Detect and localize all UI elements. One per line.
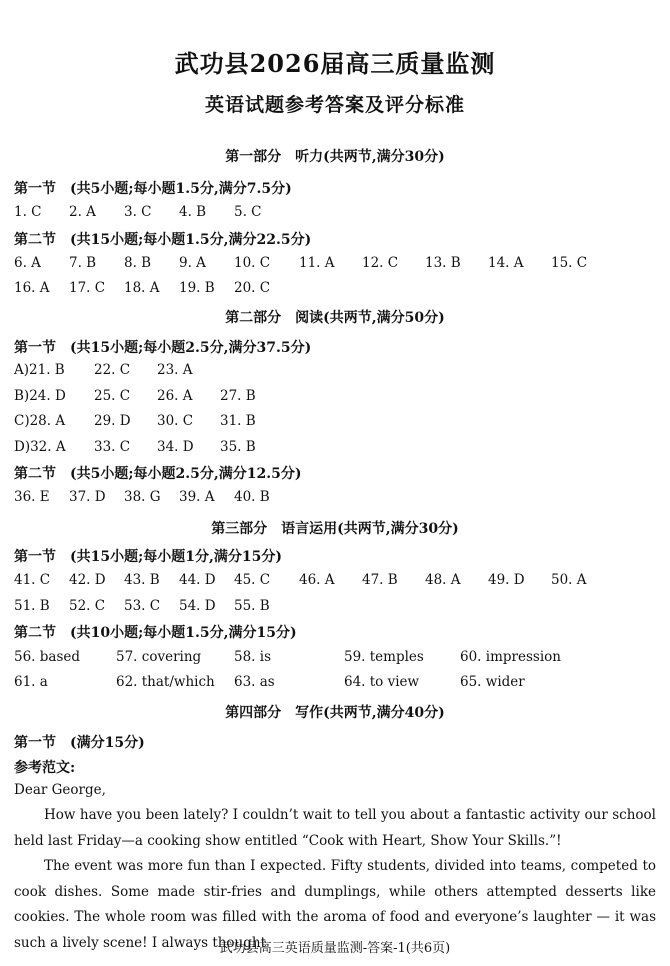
answer-item: 65. wider (460, 674, 525, 690)
answer-item: 42. D (69, 572, 106, 588)
answer-row (14, 489, 664, 509)
answer-row (14, 362, 664, 382)
part2-sec1-heading: 第一节 (共15小题;每小题2.5分,满分37.5分) (14, 340, 312, 356)
answer-item: 48. A (425, 572, 461, 588)
answer-item: 14. A (488, 255, 524, 271)
part3-sec2-heading: 第二节 (共10小题;每小题1.5分,满分15分) (14, 625, 297, 641)
answer-item: 50. A (551, 572, 587, 588)
essay-paragraph: The event was more fun than I expected. Fifty students, divided into teams, competed to cook dishes. Some made stir-fries and dumplings, while others attempted desserts like cookies. The whole room was filled with the aroma of food and everyone’s laughter — it was such a lively scene! I always thought (14, 858, 656, 951)
answer-item: 40. B (234, 489, 270, 505)
answer-item: 45. C (234, 572, 271, 588)
answer-item: 59. temples (344, 649, 424, 665)
answer-item: 57. covering (116, 649, 202, 665)
answer-item: 55. B (234, 598, 270, 614)
answer-item: 8. B (124, 255, 152, 271)
page-footer: 武功县高三英语质量监测-答案-1(共6页) (219, 941, 451, 956)
essay-paragraph: How have you been lately? I couldn’t wait to tell you about a fantastic activity our school held last Friday—a cooking show entitled “Cook with Heart, Show Your Skills.”! (14, 807, 656, 849)
answer-item: 46. A (299, 572, 335, 588)
answer-item: 23. A (157, 362, 193, 378)
answer-item: 39. A (179, 489, 215, 505)
answer-item: 64. to view (344, 674, 420, 690)
part4-sec1-heading: 第一节 (满分15分) (14, 735, 145, 751)
answer-item: 60. impression (460, 649, 561, 665)
answer-row (14, 413, 664, 433)
answer-item: 19. B (179, 280, 215, 296)
part1-heading: 第一部分 听力(共两节,满分30分) (225, 149, 445, 165)
part2-heading: 第二部分 阅读(共两节,满分50分) (225, 310, 445, 326)
answer-row (14, 439, 664, 459)
answer-item: 54. D (179, 598, 216, 614)
part3-sec1-heading: 第一节 (共15小题;每小题1分,满分15分) (14, 549, 282, 565)
answer-row (14, 255, 664, 275)
answer-row (14, 572, 664, 592)
answer-item: 16. A (14, 280, 50, 296)
answer-item: 1. C (14, 204, 42, 220)
answer-item: 51. B (14, 598, 50, 614)
answer-item: 22. C (94, 362, 131, 378)
answer-item: 10. C (234, 255, 271, 271)
answer-item: 5. C (234, 204, 262, 220)
answer-item: 52. C (69, 598, 106, 614)
answer-item: 29. D (94, 413, 131, 429)
answer-item: 53. C (124, 598, 161, 614)
answer-item: 36. E (14, 489, 50, 505)
answer-item: 61. a (14, 674, 48, 690)
part1-sec2-heading: 第二节 (共15小题;每小题1.5分,满分22.5分) (14, 232, 312, 248)
answer-item: 4. B (179, 204, 207, 220)
answer-item: 6. A (14, 255, 41, 271)
answer-item: 44. D (179, 572, 216, 588)
part4-heading: 第四部分 写作(共两节,满分40分) (225, 705, 445, 721)
answer-item: 41. C (14, 572, 51, 588)
answer-item: 30. C (157, 413, 194, 429)
part2-sec2-heading: 第二节 (共5小题;每小题2.5分,满分12.5分) (14, 466, 302, 482)
answer-item: 62. that/which (116, 674, 215, 690)
answer-item: 56. based (14, 649, 81, 665)
answer-row (14, 280, 664, 300)
answer-item: 31. B (220, 413, 256, 429)
answer-item: 33. C (94, 439, 131, 455)
answer-item: 38. G (124, 489, 161, 505)
answer-item: 12. C (362, 255, 399, 271)
answer-item: 37. D (69, 489, 106, 505)
sample-essay-label: 参考范文: (14, 760, 76, 776)
answer-item: 58. is (234, 649, 272, 665)
answer-item: 20. C (234, 280, 271, 296)
answer-item: 13. B (425, 255, 461, 271)
answer-item: 15. C (551, 255, 588, 271)
answer-item: 49. D (488, 572, 525, 588)
answer-item: 9. A (179, 255, 206, 271)
answer-item: A)21. B (14, 362, 65, 378)
answer-item: C)28. A (14, 413, 66, 429)
page-title: 武功县2026届高三质量监测 (174, 49, 496, 78)
answer-item: 43. B (124, 572, 160, 588)
page-subtitle: 英语试题参考答案及评分标准 (204, 94, 465, 116)
answer-item: 3. C (124, 204, 152, 220)
answer-item: D)32. A (14, 439, 66, 455)
answer-item: 7. B (69, 255, 97, 271)
answer-row (14, 388, 664, 408)
answer-item: 47. B (362, 572, 398, 588)
answer-item: 2. A (69, 204, 96, 220)
essay-salutation: Dear George, (14, 782, 106, 798)
answer-item: 26. A (157, 388, 193, 404)
part3-heading: 第三部分 语言运用(共两节,满分30分) (211, 521, 459, 537)
answer-item: 25. C (94, 388, 131, 404)
answer-row (14, 649, 664, 669)
answer-row (14, 598, 664, 618)
answer-item: 18. A (124, 280, 160, 296)
part1-sec1-heading: 第一节 (共5小题;每小题1.5分,满分7.5分) (14, 181, 292, 197)
answer-item: 34. D (157, 439, 194, 455)
answer-item: 35. B (220, 439, 256, 455)
answer-item: 27. B (220, 388, 256, 404)
answer-row (14, 204, 664, 224)
answer-item: 63. as (234, 674, 275, 690)
answer-item: 11. A (299, 255, 335, 271)
answer-row (14, 674, 664, 694)
answer-item: B)24. D (14, 388, 66, 404)
answer-item: 17. C (69, 280, 106, 296)
